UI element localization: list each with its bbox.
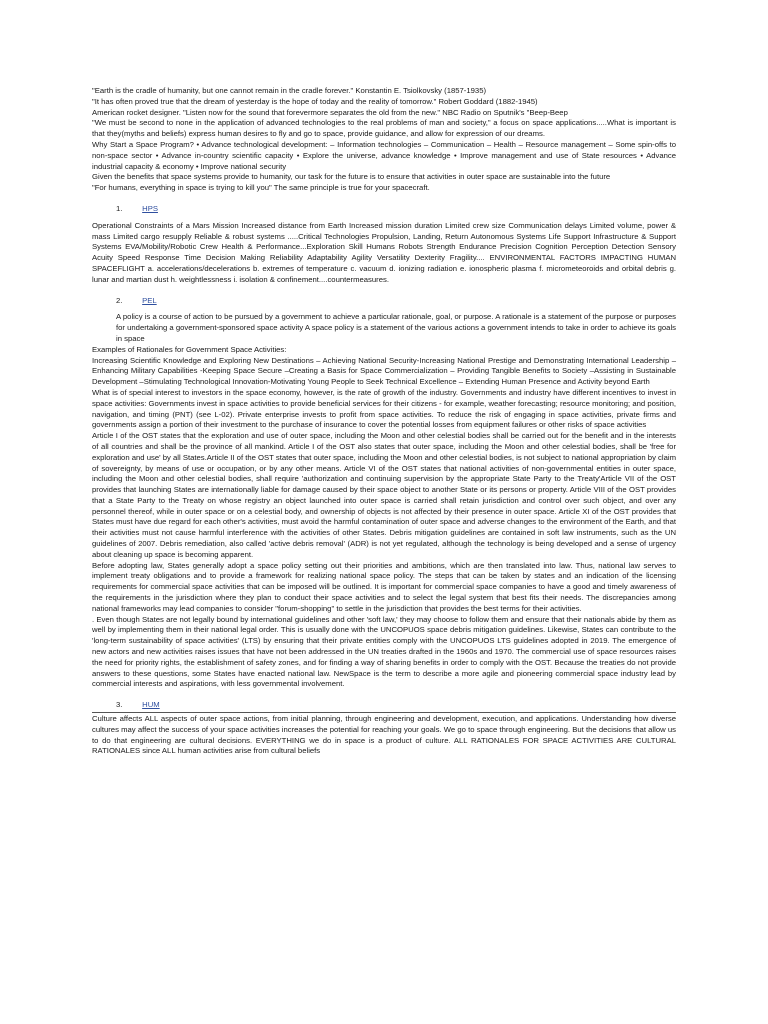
hps-body: Operational Constraints of a Mars Mission Increased distance from Earth Increased mission duration Limited crew size Communication delays Limited volume, power & mass Limited cargo resupply Reliable & robust systems .....Critical Technologies Propulsion, Landing, Return Autonomous Systems Life Support Infrastructure & Support Systems EVA/Mobility/Robotic Crew Health & Performance...Exploration Skill Humans Robots Strength Endurance Precision Cognition Perception Detection Sensory Acuity Speed Response Time Decision Making Reliability Adaptability Agility Versatility Dexterity Fragility.... ENVIRONMENTAL FACTORS IMPACTING HUMAN SPACEFLIGHT a. accelerations/decelerations b. extremes of temperature c. vacuum d. ionizing radiation e. ionospheric plasma f. micrometeoroids and orbital debris g. lunar and martian dust h. weightlessness i. isolation & confinement....countermeasures. — [92, 220, 676, 284]
hum-body: Culture affects ALL aspects of outer space actions, from initial planning, through engineering and development, execution, and applications. Understanding how diverse cultures may affect the success of your space activities increases the potential for reaching your goals. We go to space through engineering. But the decisions that allow us to do that engineering are cultural decisions. EVERYTHING we do in space is a product of culture. ALL RATIONALES FOR SPACE ACTIVITIES ARE CULTURAL RATIONALES since ALL human activities arise from cultural beliefs — [92, 714, 676, 756]
section-title[interactable]: PEL — [142, 295, 157, 305]
document-page — [92, 86, 676, 757]
section-number: 3. — [116, 700, 123, 710]
rationale-examples-list: Increasing Scientific Knowledge and Exploring New Destinations – Achieving National Security-Increasing National Prestige and Demonstrating International Leadership –Enhancing Military Capabilities -Keeping Space Secure –Creating a Basis for Space Commercialization – Providing Tangible Benefits to Society –Assisting in Sustainable Development –Stimulating Technological Innovation-Motivating Young People to Seek Technical Excellence – Extending Human Presence and Activity beyond Earth — [92, 355, 676, 387]
section-title[interactable]: HPS — [142, 203, 158, 213]
quote-nbc-radio: American rocket designer. "Listen now for the sound that forevermore separates the old from the new." NBC Radio on Sputnik's "Beep-Beep — [92, 107, 568, 117]
investor-interest-paragraph: What is of special interest to investors in the space economy, however, is the rate of growth of the industry. Governments and industry have different incentives to invest in space activities: Governments invest in space activities to provide beneficial services for their citizens - for example, weather forecasting; resource monitoring; and position, navigation, and timing (PNT) (see L-02). Private enterprise invests to profit from space activities. To reduce the risk of engaging in space activities, private firms and governments assign a portion of their investment to the purchase of insurance to cover the potential losses from equipment failures or other risks of space activities — [92, 387, 676, 430]
section-number: 2. — [116, 295, 123, 305]
quote-goddard: "It has often proved true that the dream of yesterday is the hope of today and the reality of tomorrow." Robert Goddard (1882-1945) — [92, 96, 538, 106]
section-title[interactable]: HUM — [142, 700, 160, 710]
section-number: 1. — [116, 203, 123, 213]
quote-tsiolkovsky: "Earth is the cradle of humanity, but one cannot remain in the cradle forever." Konstantin E. Tsiolkovsky (1857-1935) — [92, 86, 487, 95]
why-space-program: Why Start a Space Program? • Advance technological development: – Information technologies – Communication – Health – Resource management – Some spin-offs to non-space sector • Advance in-country scientific capacity • Explore the universe, advance knowledge • Improve management and use of State resources • Advance industrial capacity & economy • Improve national security — [92, 139, 676, 171]
soft-law-paragraph: . Even though States are not legally bound by international guidelines and other 'soft law,' they may choose to follow them and ensure that their nationals abide by them as well by implementing them in their national legal order. This is usually done with the UNCOPUOS space debris mitigation guidelines. Likewise, States can contribute to the 'long-term sustainability of space activities' (LTS) by ensuring that their private entities comply with the UNCOPUOS LTS guidelines adopted in 2019. The emergence of new actors and new activities raises issues that have not been addressed in the UN treaties drafted in the 1960s and 1970. The commercial use of space resources raises the need for priority rights, the establishment of safety zones, and for finding a way of sharing benefits in order to comply with the OST. Because the treaties do not provide answers to these questions, some States have enacted national law. NewSpace is the term to describe a more agile and pioneering commercial space industry lead by commercial interests and aspirations, with less governmental involvement. — [92, 614, 676, 689]
quote-kill-you: "For humans, everything in space is trying to kill you" The same principle is true for your spacecraft. — [92, 183, 430, 193]
policy-definition: A policy is a course of action to be pursued by a government to achieve a particular rationale, goal, or purpose. A rationale is a statement of the purpose or purposes for undertaking a government-sponsored space activity A space policy is a statement of the various actions a government intends to take in order to achieve its goals in space — [116, 312, 676, 343]
section-heading-hum — [92, 700, 676, 713]
section-heading-pel — [92, 296, 676, 307]
benefits-sustainable: Given the benefits that space systems provide to humanity, our task for the future is to ensure that activities in outer space are sustainable into the future — [92, 172, 611, 182]
ost-articles-paragraph: Article I of the OST states that the exploration and use of outer space, including the Moon and other celestial bodies shall be carried out for the benefit and in the interests of all countries and shall be the province of all mankind. Article I of the OST also states that outer space, including the Moon and other celestial bodies, shall be 'free for exploration and use' by all States.Article II of the OST states that outer space, including the Moon and other celestial bodies, is not subject to national appropriation by claim of sovereignty, by means of use or occupation, or by any other means. Article VI of the OST states that national activities of non-governmental entities in outer space, including the Moon and other celestial bodies, shall require 'authorization and continuing supervision by the appropriate State Party to the Treaty'Article VII of the OST provides that launching States are internationally liable for damage caused by their space object to another State or its persons or property. Article VIII of the OST provides that a State Party to the Treaty on whose registry an object launched into outer space is carried shall retain jurisdiction and control over such object, and over any personnel thereof, while in outer space or on a celestial body, and ownership of objects is not affected by their presence in outer space. Article XI of the OST provides that States must have due regard for each other's activities, must avoid the harmful contamination of outer space and adverse changes to the environment of the Earth, and that their activities must not cause harmful interference with the activities of other States. Debris mitigation guidelines are contained in soft law instruments, such as the UN guidelines of 2007. Debris remediation, also called 'active debris removal' (ADR) is not yet regulated, although the technology is being developed and a sense of urgency about cleaning up space is becoming apparent. — [92, 431, 676, 559]
national-law-paragraph: Before adopting law, States generally adopt a space policy setting out their priorities and ambitions, which are then translated into law. Thus, national law serves to implement treaty obligations and to provide a framework for realizing national space policy. The steps that can be taken by states and an indication of the licensing requirements for commercial space activities that can be imposed will be outlined. It is important for commercial space companies to have a good and timely awareness of the requirements in the jurisdiction where they plan to conduct their space activities and to select the legal system that best fits their needs. The discrepancies among national frameworks may lead companies to consider "forum-shopping" to settle in the jurisdiction that provides the best terms for their activities. — [92, 560, 676, 613]
section-heading-hps — [92, 204, 676, 215]
rationale-examples-heading: Examples of Rationales for Government Space Activities: — [92, 344, 287, 354]
quote-advanced-technologies: "We must be second to none in the application of advanced technologies to the real problems of man and society," a focus on space applications.....What is important is that they(myths and beliefs) express human desires to fly and go to space, provide guidance, and allow for expression of our dreams. — [92, 118, 676, 139]
